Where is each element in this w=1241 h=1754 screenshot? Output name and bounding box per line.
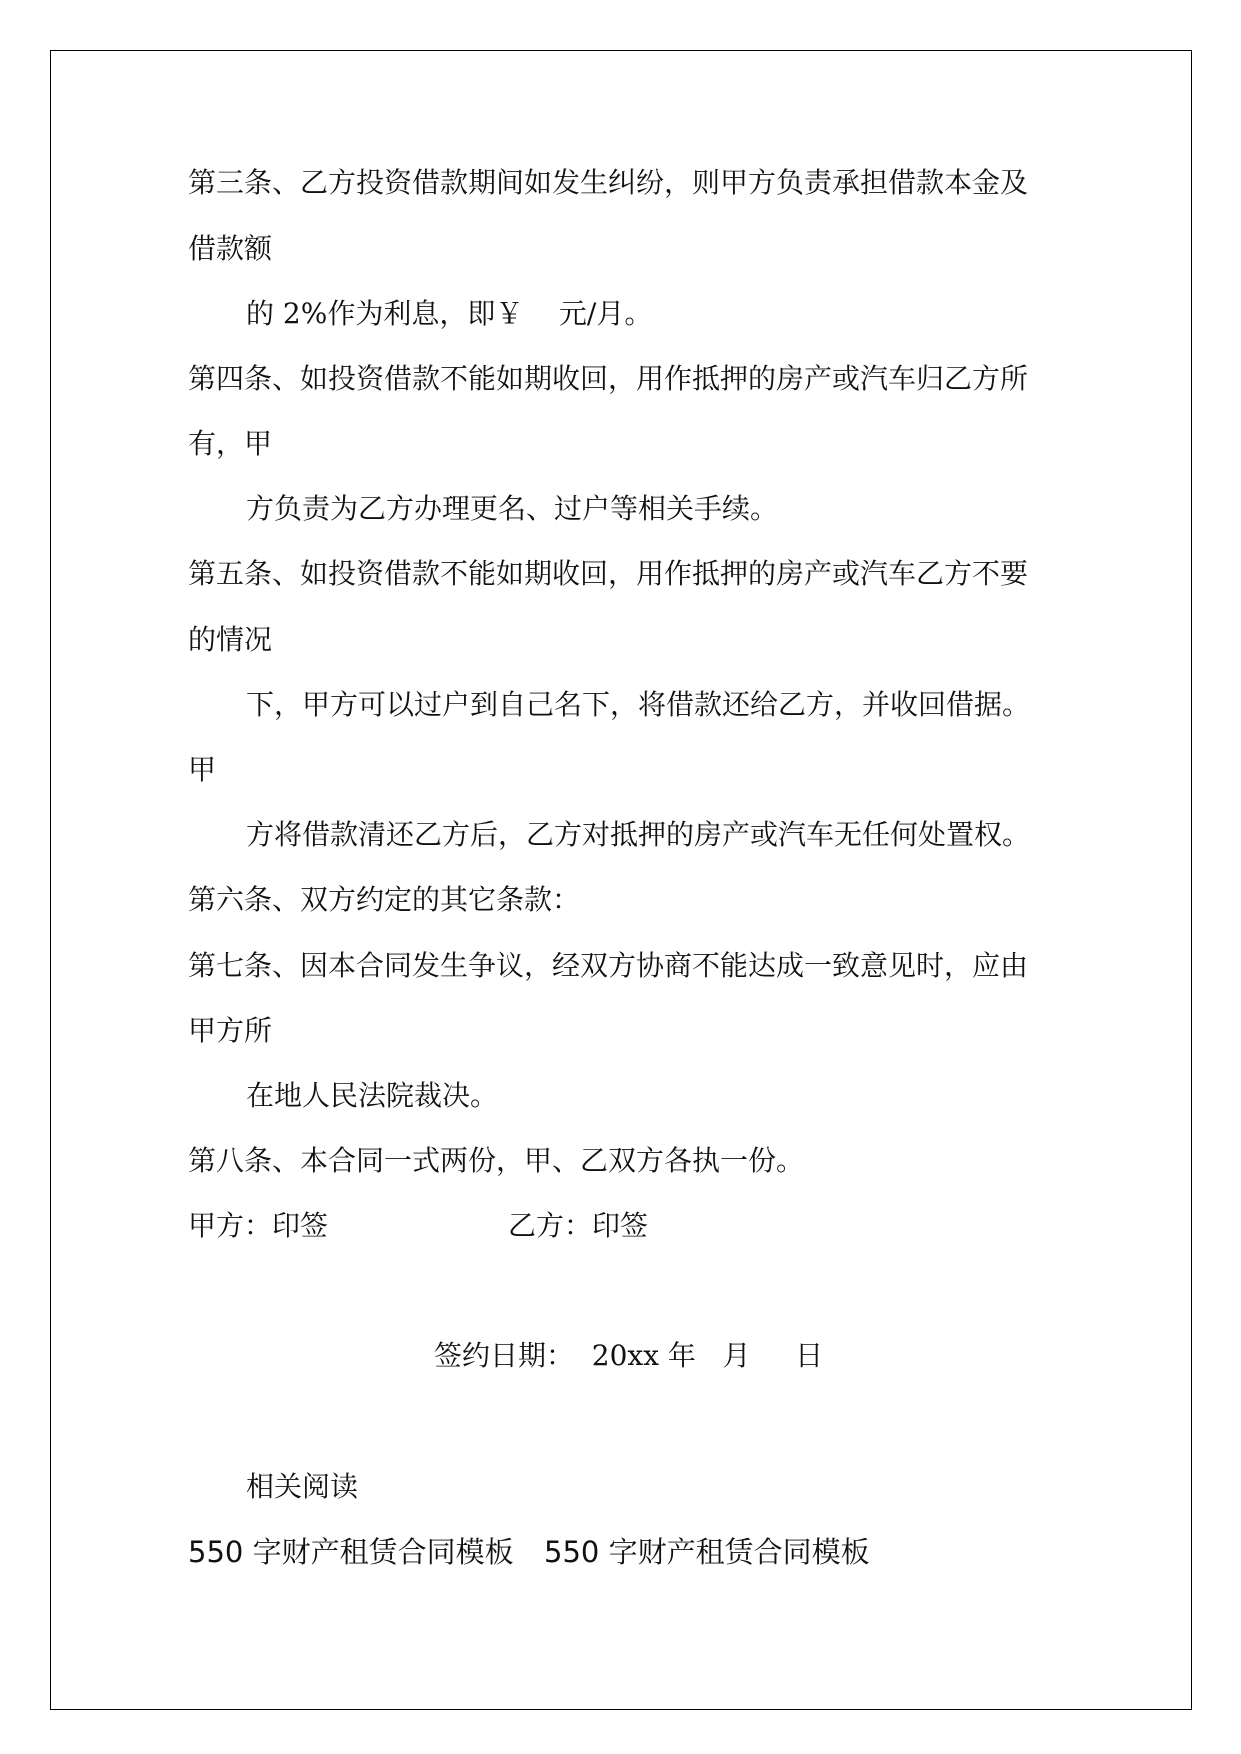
article-8: 第八条、本合同一式两份，甲、乙双方各执一份。 bbox=[188, 1144, 805, 1177]
article-3-line-2: 借款额 bbox=[188, 232, 273, 265]
related-reading-heading: 相关阅读 bbox=[246, 1470, 359, 1503]
article-5-line-5: 方将借款清还乙方后，乙方对抵押的房产或汽车无任何处置权。 bbox=[246, 818, 1031, 851]
article-4-line-2: 有，甲 bbox=[188, 427, 273, 460]
signing-date: 签约日期： 20xx 年 月 日 bbox=[434, 1339, 824, 1372]
party-b-signature: 乙方：印签 bbox=[508, 1209, 649, 1242]
article-5-line-4: 甲 bbox=[188, 753, 217, 786]
article-4-line-3: 方负责为乙方办理更名、过户等相关手续。 bbox=[246, 492, 779, 525]
article-5-line-2: 的情况 bbox=[188, 623, 273, 656]
party-a-signature: 甲方：印签 bbox=[188, 1209, 329, 1242]
article-3-line-3: 的 2%作为利息，即￥ 元/月。 bbox=[246, 297, 653, 330]
article-6: 第六条、双方约定的其它条款： bbox=[188, 883, 581, 916]
related-link-2[interactable]: 550 字财产租赁合同模板 bbox=[544, 1535, 870, 1569]
article-4-line-1: 第四条、如投资借款不能如期收回，用作抵押的房产或汽车归乙方所 bbox=[188, 362, 1029, 395]
article-7-line-2: 甲方所 bbox=[188, 1014, 273, 1047]
article-7-line-1: 第七条、因本合同发生争议，经双方协商不能达成一致意见时，应由 bbox=[188, 949, 1029, 982]
article-5-line-1: 第五条、如投资借款不能如期收回，用作抵押的房产或汽车乙方不要 bbox=[188, 557, 1029, 590]
article-3-line-1: 第三条、乙方投资借款期间如发生纠纷，则甲方负责承担借款本金及 bbox=[188, 166, 1029, 199]
related-link-1[interactable]: 550 字财产租赁合同模板 bbox=[188, 1535, 514, 1569]
article-7-line-3: 在地人民法院裁决。 bbox=[246, 1079, 499, 1112]
article-5-line-3: 下，甲方可以过户到自己名下，将借款还给乙方，并收回借据。 bbox=[246, 688, 1031, 721]
